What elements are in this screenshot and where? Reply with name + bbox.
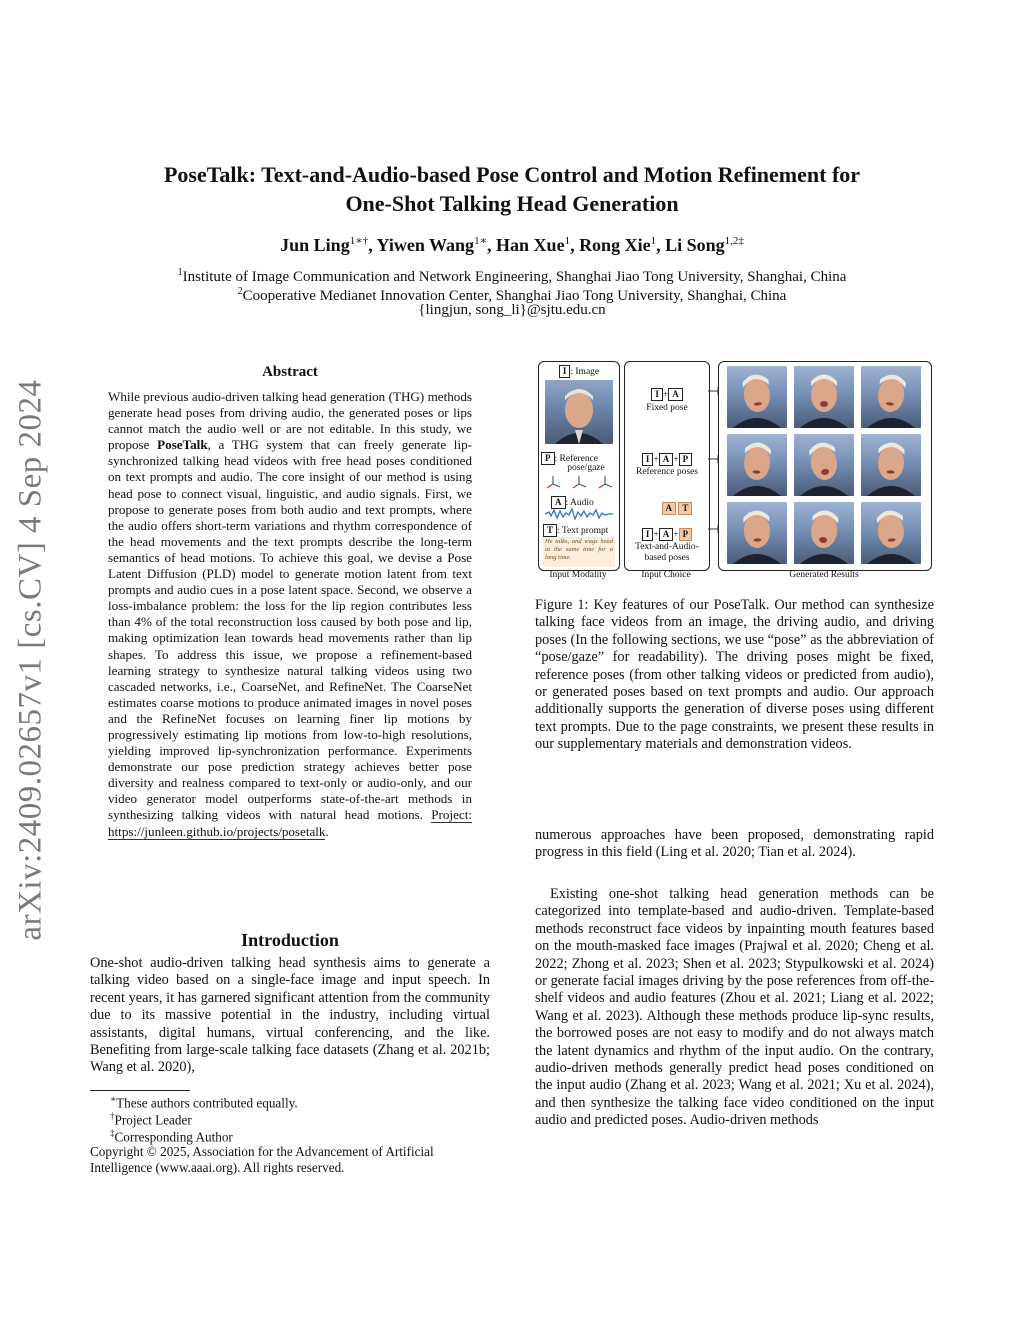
fixed-pose-combo: I + A — [625, 388, 709, 401]
generated-frame — [727, 434, 787, 496]
introduction-body: One-shot audio-driven talking head synthesis aims to generate a talking video based on a single-face image and input speech. In recent years, it has garnered significant attention from the community due to its massive potential in the industry, including virtual assistants, digital humans, virtual conferencing, and the like. Benefiting from large-scale talking face datasets (Zhang et al. 2021b; Wang et al. 2020), — [90, 955, 490, 1076]
col-label-input-modality: Input Modality — [549, 570, 607, 580]
abstract-heading: Abstract — [262, 364, 318, 380]
generated-frame — [727, 366, 787, 428]
author-list: Jun Ling$^{1∗\dagger}$, Yiwen Wang$^{1∗}$, Han Xue$^1$, Rong Xie$^1$, Li Song$^{1,2\ddagger}$ — [280, 235, 744, 255]
generated-frame — [794, 434, 854, 496]
text-key: T : Text prompt — [543, 524, 619, 537]
copyright-notice: Copyright © 2025, Association for the Advancement of Artificial Intelligence (www.aaai.org). All rights reserved. — [90, 1144, 434, 1175]
generated-frame — [727, 502, 787, 564]
footnote-2: †Project Leader — [110, 1111, 192, 1128]
col-label-generated-results: Generated Results — [789, 570, 859, 580]
abstract-body: While previous audio-driven talking head generation (THG) methods generate head poses from driving audio, the generated poses or lips cannot match the audio well or are not editable. In this study, we propose PoseTalk, a THG system that can freely generate lip-synchronized talking head videos with free head poses conditioned on text prompts and audio. The core insight of our method is using head pose to connect visual, linguistic, and audio signals. First, we propose to generate poses from both audio and text prompts, where the audio offers short-term variations and rhythm correspondence of the head movements and the text prompts describe the long-term semantics of head motions. To achieve this goal, we devise a Pose Latent Diffusion (PLD) model to generate motion latent from text prompts and audio cues in a pose latent space. Second, we observe a loss-imbalance problem: the loss for the lip region contributes less than 4% of the total reconstruction loss caused by both pose and lip, making optimization lean towards head movements rather than lip shapes. To address this issue, we propose a refinement-based learning strategy to synthesize natural talking videos using two cascaded networks, i.e., CoarseNet, and RefineNet. The CoarseNet estimates coarse motions to produce animated images in novel poses and the RefineNet focuses on learning finer lip motions by progressively estimating lip motions from low-to-high resolutions, yielding improved lip-synchronization performance. Experiments demonstrate our pose prediction strategy achieves better pose diversity and realness compared to text-only or audio-only, and our video generator model outperforms state-of-the-art methods in synthesizing talking videos with natural head motions. Project: https://junleen.github.io/projects/posetalk. — [108, 389, 472, 839]
arxiv-id: arXiv:2409.02657v1 [cs.CV] 4 Sep 2024 — [12, 379, 49, 941]
audio-waveform-icon — [545, 508, 613, 520]
title-line-1: PoseTalk: Text-and-Audio-based Pose Control and Motion Refinement for — [163, 162, 861, 187]
affiliation-2: $^2$Cooperative Medianet Innovation Center, Shanghai Jiao Tong University, Shanghai, China — [237, 286, 787, 304]
text-audio-inputs: A T — [655, 502, 699, 515]
paper-title — [90, 160, 934, 218]
generated-frame — [861, 502, 921, 564]
generated-frame — [794, 366, 854, 428]
text-audio-label-2: based poses — [644, 553, 690, 563]
system-name: PoseTalk — [157, 437, 208, 453]
reference-pose-combo: I + A + P — [625, 453, 709, 466]
footnote-1: ∗These authors contributed equally. — [110, 1094, 298, 1111]
figure-caption: Figure 1: Key features of our PoseTalk. Our method can synthesize talking face videos from an image, the driving audio, and driving poses (In the following sections, we use “pose” as the abbreviation of “pose/gaze” for readability). The driving poses might be fixed, reference poses (from other talking videos or predicted from audio), or generated poses based on text prompts and audio. Our approach additionally supports the generation of diverse poses using different text prompts. Due to the page constraints, we present these results in our supplementary materials and demonstration videos. — [535, 597, 934, 753]
introduction-heading: Introduction — [241, 930, 339, 950]
text-audio-label-1: Text-and-Audio- — [635, 542, 699, 552]
generated-frame — [861, 434, 921, 496]
text-audio-combo: I + A + P — [625, 528, 709, 541]
text-prompt-box: He talks, and wags head at the same time for a long time. — [543, 537, 615, 567]
source-image — [545, 380, 613, 444]
author-2: Yiwen Wang$^{1∗}$ — [376, 235, 488, 255]
footnote-3: ‡Corresponding Author — [110, 1128, 233, 1145]
input-modality-panel — [538, 361, 620, 571]
col-label-input-choice: Input Choice — [641, 570, 691, 580]
title-line-2: One-Shot Talking Head Generation — [345, 191, 679, 216]
reference-poses-label: Reference poses — [636, 467, 698, 477]
footnote-rule — [90, 1090, 190, 1091]
figure-1 — [538, 361, 933, 581]
generated-frame — [794, 502, 854, 564]
project-link[interactable]: Project: https://junleen.github.io/projects/posetalk — [108, 807, 472, 839]
generated-results-panel — [718, 361, 932, 571]
author-5: Li Song$^{1,2\ddagger}$ — [665, 235, 744, 255]
author-4: Rong Xie$^1$ — [579, 235, 657, 255]
right-paragraph-2: Existing one-shot talking head generation methods can be categorized into template-based and audio-driven. Template-based methods reconstruct face videos by inpainting mouth features based on the mouth-masked face images (Prajwal et al. 2020; Cheng et al. 2022; Zhong et al. 2023; Shen et al. 2023; Stypulkowski et al. 2024) or generate facial images driving by the pose references from off-the-shelf videos and audio features (Zhou et al. 2021; Liang et al. 2022; Wang et al. 2023). Although these methods produce lip-sync results, the borrowed poses are not easy to modify and do not always match the latent dynamics and rhythm of the input audio. On the contrary, audio-driven methods generally predict head poses conditioned on the input audio (Zhang et al. 2023; Wang et al. 2021; Xu et al. 2024), and then synthesize the talking face video conditioned on the input audio and predicted poses. Audio-driven methods — [535, 886, 934, 1129]
author-1: Jun Ling$^{1∗\dagger}$ — [280, 235, 369, 255]
author-email: {lingjun, song_li}@sjtu.edu.cn — [418, 302, 606, 318]
author-3: Han Xue$^1$ — [496, 235, 571, 255]
right-paragraph-1: numerous approaches have been proposed, demonstrating rapid progress in this field (Ling et al. 2020; Tian et al. 2024). — [535, 827, 934, 861]
fixed-pose-label: Fixed pose — [646, 403, 688, 413]
pose-axes-icon — [545, 474, 613, 490]
pose-key-line2: pose/gaze — [567, 463, 605, 473]
affiliation-1: $^1$Institute of Image Communication and Network Engineering, Shanghai Jiao Tong University, Shanghai, China — [177, 267, 847, 285]
input-choice-panel — [624, 361, 710, 571]
pose-key: P : Reference — [541, 452, 617, 465]
generated-frame — [861, 366, 921, 428]
arxiv-stamp — [6, 360, 56, 960]
audio-key: A : Audio — [551, 496, 617, 509]
image-key: I : Image — [539, 365, 619, 378]
